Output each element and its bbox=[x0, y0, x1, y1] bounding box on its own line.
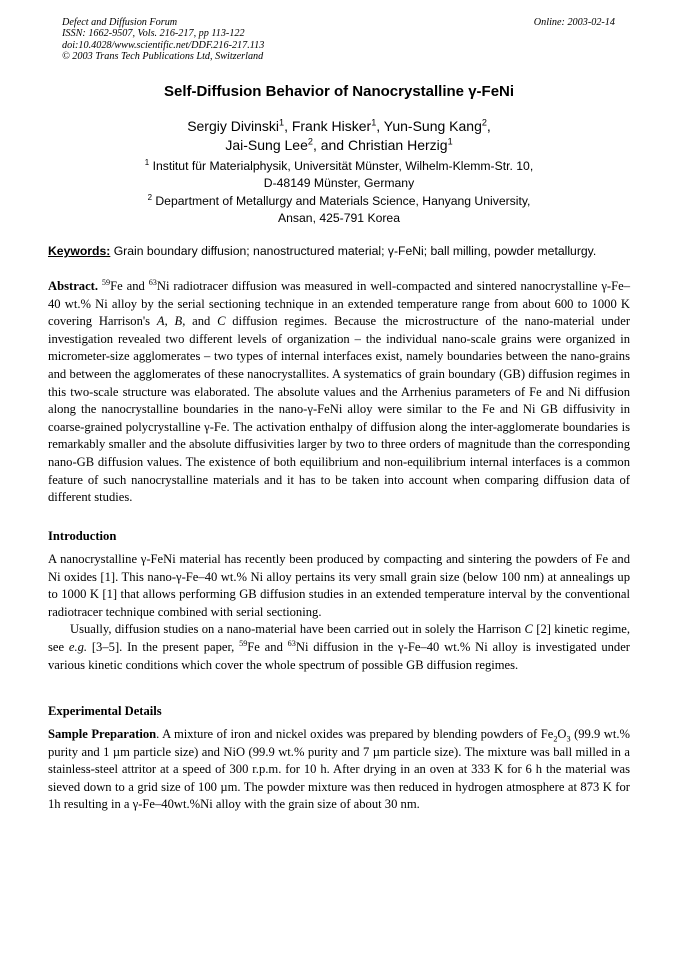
keywords bbox=[48, 244, 638, 258]
keywords-label: Keywords: bbox=[48, 244, 111, 258]
journal-doi: doi:10.4028/www.scientific.net/DDF.216-217.113 bbox=[62, 39, 265, 51]
journal-copyright: © 2003 Trans Tech Publications Ltd, Switzerland bbox=[62, 51, 264, 63]
authors-line-2: Jai-Sung Lee$^2$, and Christian Herzig$^1$ bbox=[225, 136, 453, 153]
abstract: Abstract. $^{59}$Fe and $^{63}$Ni radiotracer diffusion was measured in well-compacted and sintered nanocrystalline γ-Fe–40 wt.% Ni alloy by the serial sectioning technique in an extended temperature range from about 600 to 1000 K covering Harrison's A, B, and C diffusion regimes. Because the microstructure of the nano-material under investigation revealed two different levels of organization – the individual nano-scale grains were organized in micrometer-size agglomerates – two types of internal interfaces exist, namely boundaries between the nano-grains and between the agglomerates of these nanocrystallites. A systematics of grain boundary (GB) diffusion regimes in this two-scale structure was elaborated. The absolute values and the Arrhenius parameters of Fe and Ni diffusion along the nanocrystalline boundaries in the nano-γ-FeNi alloy were similar to the Fe and Ni GB diffusivity in coarse-grained polycrystalline γ-Fe. The activation enthalpy of diffusion along the inter-agglomerate boundaries is remarkably smaller and the absolute diffusivities larger by two to three orders of magnitude than the corresponding nano-GB diffusion values. The existence of both equilibrium and non-equilibrium internal interfaces is a common feature of such nanocrystalline materials and it has to be taken into account when comparing diffusion data of different studies. bbox=[48, 277, 631, 505]
online-date: Online: 2003-02-14 bbox=[533, 17, 615, 28]
journal-name: Defect and Diffusion Forum bbox=[62, 17, 178, 28]
intro-paragraph-2: Usually, diffusion studies on a nano-material have been carried out in solely the Harrison C [2] kinetic regime, see e.g. [3–5]. In the present paper, $^{59}$Fe and $^{63}$Ni diffusion in the γ-Fe–40 wt.% Ni alloy is investigated under various kinetic conditions which cover the whole spectrum of possible GB diffusion regimes. bbox=[48, 622, 631, 672]
keywords-text: Grain boundary diffusion; nanostructured material; γ-FeNi; ball milling, powder metallurgy. bbox=[110, 244, 597, 258]
abstract-label: Abstract. bbox=[48, 279, 99, 293]
paper-title: Self-Diffusion Behavior of Nanocrystalline γ-FeNi bbox=[163, 83, 515, 100]
introduction-body bbox=[48, 551, 630, 674]
journal-issn: ISSN: 1662-9507, Vols. 216-217, pp 113-122 bbox=[62, 28, 245, 40]
experimental-body: Sample Preparation. A mixture of iron and nickel oxides was prepared by blending powders of $Fe_2O_3$ (99.9 wt.% purity and 1 µm particle size) and NiO (99.9 wt.% purity and 7 µm particle size). The mixture was ball milled in a stainless-steel attritor at a speed of 300 r.p.m. for 10 h. After drying in an oven at 333 K for 6 h the material was sieved down to a grid size of 100 µm. The powder mixture was then reduced in hydrogen atmosphere at 873 K for 1h resulting in a γ-Fe–40wt.%Ni alloy with the grain size of about 30 nm. bbox=[48, 727, 630, 812]
affiliation-1: $^1$ Institut für Materialphysik, Universität Münster, Wilhelm-Klemm-Str. 10, D-48149 Münster, Germany bbox=[144, 157, 534, 190]
journal-header bbox=[62, 17, 264, 63]
author-list bbox=[48, 117, 630, 155]
intro-paragraph-1: A nanocrystalline γ-FeNi material has recently been produced by compacting and sintering the powders of Fe and Ni oxides [1]. This nano-γ-Fe–40 wt.% Ni alloy pertains its very small grain size (below 100 nm) at annealings up to 1000 K [1] that allows performing GB diffusion studies in an extended temperature interval by the conventional radiotracer technique combined with serial sectioning. bbox=[48, 552, 630, 619]
introduction-heading: Introduction bbox=[48, 529, 117, 543]
authors-line-1: Sergiy Divinski$^1$, Frank Hisker$^1$, Yun-Sung Kang$^2$, bbox=[187, 117, 491, 134]
sample-preparation-label: Sample Preparation bbox=[48, 727, 157, 741]
experimental-heading: Experimental Details bbox=[48, 704, 162, 718]
affiliation-2: $^2$ Department of Metallurgy and Materials Science, Hanyang University, Ansan, 425-791 Korea bbox=[147, 192, 531, 225]
